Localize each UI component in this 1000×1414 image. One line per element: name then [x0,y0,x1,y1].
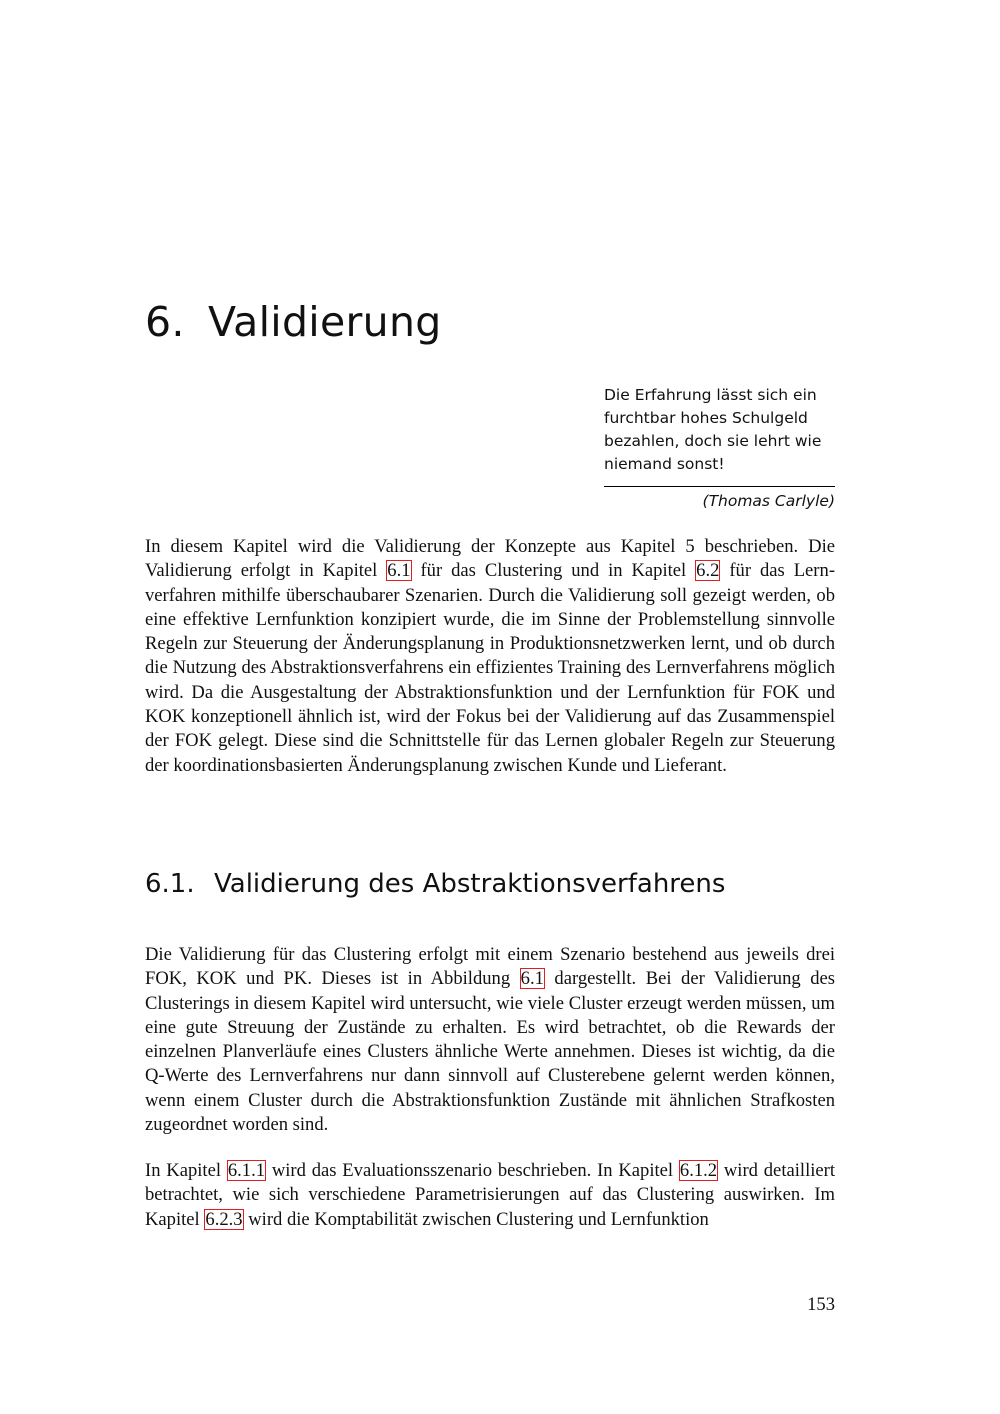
ref-link-6-1[interactable]: 6.1 [387,560,411,582]
intro-text-1: In diesem Kapitel wird die Validierung der Konzepte aus Kapitel 5 beschrieben. Die Validierung erfolgt in Kapitel [145,536,835,582]
section-paragraph-2 [145,1159,835,1232]
section-paragraph-1 [145,943,835,1137]
ref-link-figure-6-1[interactable]: 6.1 [520,968,544,990]
para3-text-4: wird die Komptabilität zwischen Clustering und Lernfunktion [243,1208,709,1230]
epigraph-quote: Die Erfahrung lässt sich ein furchtbar hohes Schulgeld bezahlen, doch sie lehrt wie niemand sonst! [604,386,822,473]
chapter-title-text: Validierung [208,298,442,346]
intro-paragraph [145,535,835,778]
epigraph-author: (Thomas Carlyle) [702,492,835,510]
para2-text-1: Die Validierung für das Clustering erfolgt mit einem Szenario bestehend aus jeweils drei FOK, KOK und PK. Dieses ist in Abbildung [145,944,835,990]
para2-text-2: dargestellt. Bei der Validierung des Clusterings in diesem Kapitel wird untersucht, wie viele Cluster erzeugt werden müssen, um eine gute Streuung der Zustände zu erhalten. Es wird betrachtet, ob die Rewards der einzelnen Planverläufe eines Clusters ähnliche Werte annehmen. Dieses ist wichtig, da die Q-Werte des Lernverfahrens nur dann sinnvoll auf Clusterebene gelernt werden können, wenn einem Cluster durch die Abstraktionsfunktion Zustände mit ähnlichen Strafkosten zugeordnet worden sind. [145,968,835,1136]
intro-text-2: für das Clustering und in Kapitel [411,560,696,582]
page-number: 153 [807,1294,835,1315]
section-number: 6.1. [145,869,195,899]
ref-link-6-1-1[interactable]: 6.1.1 [227,1160,266,1181]
para3-text-3: wird detailliert betrachtet, wie sich verschiedene Parametrisierungen auf das Clustering auswirken. Im Kapitel [145,1160,836,1230]
chapter-number: 6. [145,298,185,346]
section-title-text: Validierung des Abstraktionsverfahrens [214,869,726,899]
para3-text-1: In Kapitel [145,1160,227,1181]
section-title [145,864,725,904]
ref-link-6-2[interactable]: 6.2 [696,560,720,582]
para3-text-2: wird das Evaluationsszenario beschrieben. In Kapitel [266,1160,679,1181]
epigraph [604,384,835,513]
ref-link-6-1-2[interactable]: 6.1.2 [679,1160,718,1181]
epigraph-divider [604,486,835,487]
ref-link-6-2-3[interactable]: 6.2.3 [205,1208,243,1230]
intro-text-3: für das Lernverfahren mithilfe überschaubarer Szenarien. Durch die Validierung soll gezeigt werden, ob eine effektive Lernfunktion konzipiert wurde, die im Sinne der Problemstellung sinnvolle Regeln zur Steuerung der Änderungsplanung in Produktionsnetzwerken lernt, und ob durch die Nutzung des Abstraktionsverfahrens ein effizientes Training des Lernverfahrens möglich wird. Da die Ausgestaltung der Abstraktionsfunktion und der Lernfunktion für FOK und KOK konzeptionell ähnlich ist, wird der Fokus bei der Validierung auf das Zusammenspiel der FOK gelegt. Diese sind die Schnittstelle für das Lernen globaler Regeln zur Steuerung der koordinationsbasierten Änderungsplanung zwischen Kunde und Lieferant. [145,560,836,776]
chapter-title [145,292,442,352]
